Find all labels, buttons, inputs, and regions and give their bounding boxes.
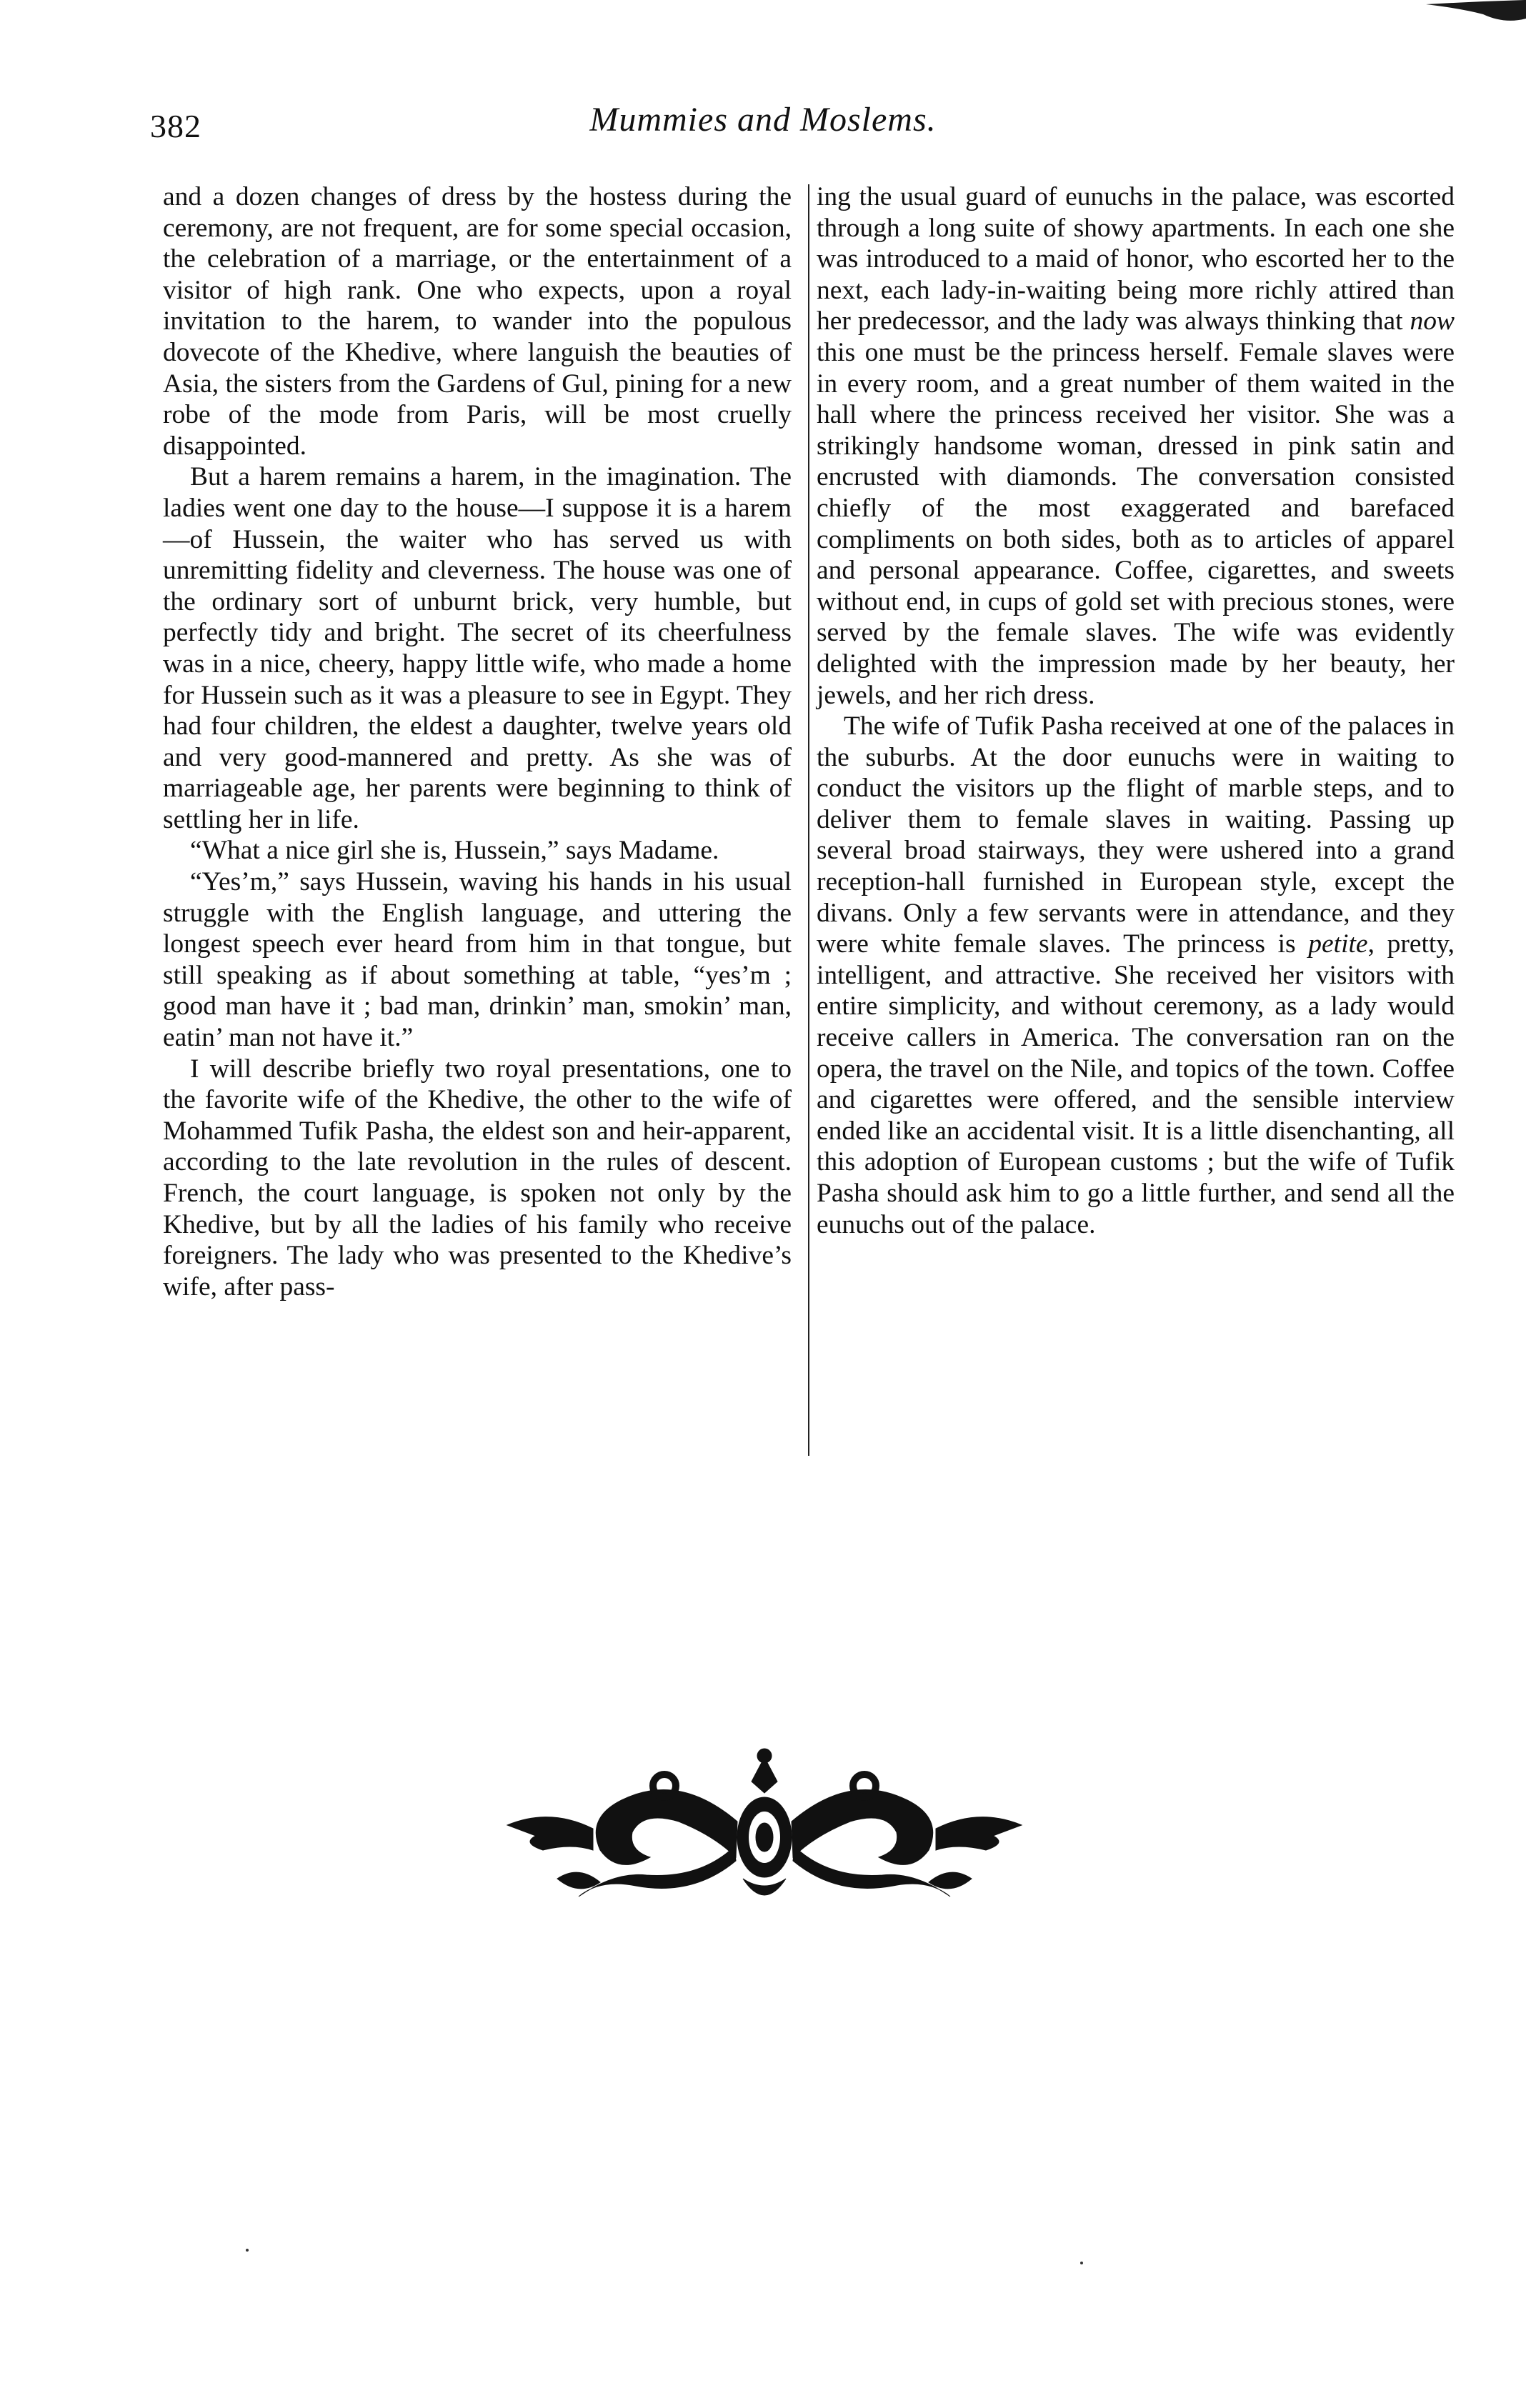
column-divider: [808, 184, 809, 1456]
page-corner-smudge: [1397, 0, 1526, 29]
text-run: , pretty, intelligent, and attractive. She received her visitors with entire simplicity, and without ceremony, as a lady would receive callers in America. The conversation ran on the opera, the travel on the Nile, and topics of the town. Coffee and cigarettes were offered, and the sensible interview ended like an accidental visit. It is a little disenchanting, all this adoption of European customs ; but the wife of Tufik Pasha should ask him to go a little further, and send all the eunuchs out of the palace.: [817, 929, 1455, 1239]
paragraph: “Yes’m,” says Hussein, waving his hands in his usual struggle with the English language, and uttering the longest speech ever heard from him in that tongue, but still speaking as if about something at table, “yes’m ; good man have it ; bad man, drinkin’ man, smokin’ man, eatin’ man not have it.”: [163, 867, 792, 1053]
tailpiece-ornament: [493, 1743, 1036, 1914]
paragraph: I will describe briefly two royal presentations, one to the favorite wife of the Khedive, the other to the wife of Mohammed Tufik Pasha, the eldest son and heir-apparent, according to the late revolution in the rules of descent. French, the court language, is spoken not only by the Khedive, but by all the ladies of his family who receive foreigners. The lady who was presented to the Khedive’s wife, after pass-: [163, 1054, 792, 1302]
left-column: [163, 181, 792, 1302]
text-run: The wife of Tufik Pasha received at one of the palaces in the suburbs. At the door eunuchs were in waiting to conduct the visitors up the flight of marble steps, and to deliver them to female slaves in waiting. Passing up several broad stairways, they were ushered into a grand reception-hall furnished in European style, except the divans. Only a few servants were in attendance, and they were white female slaves. The princess is: [817, 711, 1455, 959]
print-speck: [246, 2249, 249, 2252]
paragraph: “What a nice girl she is, Hussein,” says Madame.: [190, 836, 719, 866]
paragraph: But a harem remains a harem, in the imagination. The ladies went one day to the house—I suppose it is a harem—of Hussein, the waiter who has served us with unremitting fidelity and cleverness. The house was one of the ordinary sort of unburnt brick, very humble, but perfectly tidy and bright. The secret of its cheerfulness was in a nice, cheery, happy little wife, who made a home for Hussein such as it was a pleasure to see in Egypt. They had four children, the eldest a daughter, twelve years old and very good-mannered and pretty. As she was of marriageable age, her parents were beginning to think of settling her in life.: [163, 462, 792, 834]
print-speck: [1080, 2262, 1083, 2264]
paragraph: and a dozen changes of dress by the hostess during the ceremony, are not frequent, are for some special occasion, the celebration of a marriage, or the entertainment of a visitor of high rank. One who expects, upon a royal invitation to the harem, to wander into the populous dovecote of the Khedive, where languish the beauties of Asia, the sisters from the Gardens of Gul, pining for a new robe of the mode from Paris, will be most cruelly disappointed.: [163, 182, 792, 461]
text-run: this one must be the princess herself. Female slaves were in every room, and a great number of them waited in the hall where the princess received her visitor. She was a strikingly handsome woman, dressed in pink satin and encrusted with diamonds. The conversation consisted chiefly of the most exaggerated and barefaced compliments on both sides, both as to articles of apparel and personal appearance. Coffee, cigarettes, and sweets without end, in cups of gold set with precious stones, were served by the female slaves. The wife was evidently delighted with the impression made by her beauty, her jewels, and her rich dress.: [817, 337, 1455, 710]
right-column: [817, 181, 1455, 1240]
running-title: Mummies and Moslems.: [589, 101, 937, 139]
text-run: ing the usual guard of eunuchs in the palace, was escorted through a long suite of showy apartments. In each one she was introduced to a maid of honor, who escorted her to the next, each lady-in-waiting being more richly attired than her predecessor, and the lady was always thinking that: [817, 182, 1455, 336]
paragraph: [817, 181, 1455, 711]
page-number: 382: [150, 108, 201, 144]
emphasis: petite: [1308, 929, 1368, 959]
paragraph: [817, 711, 1455, 1240]
emphasis: now: [1410, 306, 1455, 336]
